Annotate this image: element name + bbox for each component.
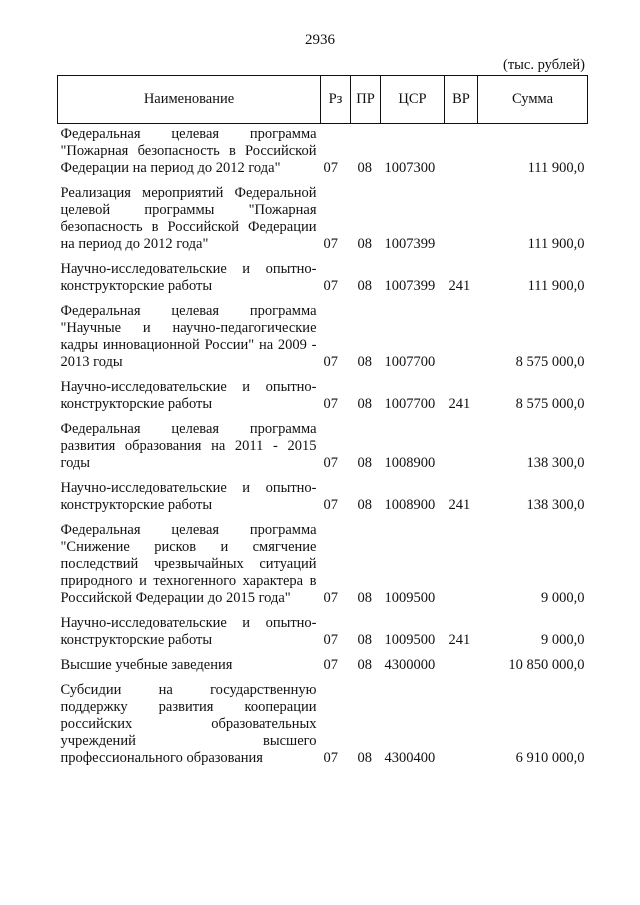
row-sum: 111 900,0: [527, 278, 585, 294]
row-rz: 07: [323, 236, 338, 252]
table-row: [58, 653, 588, 678]
row-name: Реализация мероприятий Федеральной целевой программы "Пожарная безопасность в Российской Федерации на период до 2012 года": [60, 185, 317, 252]
units-label: (тыс. рублей): [503, 57, 585, 73]
row-rz: 07: [323, 632, 338, 648]
header-name: Наименование: [58, 76, 321, 124]
row-vr: [445, 124, 478, 182]
table-header-row: [58, 76, 588, 124]
row-vr: 241: [448, 632, 471, 648]
row-vr: [445, 678, 478, 771]
header-rz: Рз: [321, 76, 351, 124]
row-name: Высшие учебные заведения: [60, 657, 233, 673]
row-vr: 241: [448, 396, 471, 412]
row-pr: 08: [357, 455, 372, 471]
row-csr: 1009500: [384, 590, 436, 606]
row-vr: 241: [448, 278, 471, 294]
row-pr: 08: [357, 236, 372, 252]
row-rz: 07: [323, 354, 338, 370]
row-name: Федеральная целевая программа развития образования на 2011 - 2015 годы: [60, 421, 317, 471]
row-sum: 9 000,0: [541, 632, 585, 648]
row-sum: 138 300,0: [526, 455, 585, 471]
row-rz: 07: [323, 396, 338, 412]
row-csr: 4300000: [384, 657, 436, 673]
row-rz: 07: [323, 497, 338, 513]
row-pr: 08: [357, 354, 372, 370]
row-rz: 07: [323, 590, 338, 606]
row-csr: 1007399: [384, 278, 436, 294]
row-rz: 07: [323, 657, 338, 673]
row-pr: 08: [357, 657, 372, 673]
table-row: [58, 375, 588, 417]
row-csr: 1008900: [384, 497, 436, 513]
row-csr: 1007399: [384, 236, 436, 252]
table-row: [58, 678, 588, 771]
row-vr: [445, 518, 478, 611]
table-row: [58, 611, 588, 653]
header-sum: Сумма: [478, 76, 588, 124]
row-pr: 08: [357, 750, 372, 766]
row-rz: 07: [323, 455, 338, 471]
row-csr: 4300400: [384, 750, 436, 766]
row-csr: 1009500: [384, 632, 436, 648]
row-vr: [445, 417, 478, 476]
row-sum: 8 575 000,0: [515, 354, 585, 370]
row-sum: 138 300,0: [526, 497, 585, 513]
row-name: Научно-исследовательские и опытно-конструкторские работы: [60, 480, 317, 513]
row-name: Научно-исследовательские и опытно-конструкторские работы: [60, 261, 317, 294]
row-pr: 08: [357, 396, 372, 412]
row-rz: 07: [323, 278, 338, 294]
budget-table: [57, 75, 588, 771]
row-sum: 8 575 000,0: [515, 396, 585, 412]
row-sum: 111 900,0: [527, 160, 585, 176]
row-csr: 1007700: [384, 396, 436, 412]
header-pr: ПР: [351, 76, 381, 124]
row-pr: 08: [357, 278, 372, 294]
row-name: Федеральная целевая программа "Пожарная безопасность в Российской Федерации на период до 2012 года": [60, 126, 317, 176]
row-name: Научно-исследовательские и опытно-конструкторские работы: [60, 615, 317, 648]
row-vr: [445, 299, 478, 375]
table-row: [58, 124, 588, 182]
header-csr: ЦСР: [381, 76, 445, 124]
row-rz: 07: [323, 750, 338, 766]
row-vr: [445, 181, 478, 257]
page-number: 2936: [305, 32, 335, 48]
row-pr: 08: [357, 497, 372, 513]
table-row: [58, 476, 588, 518]
row-vr: 241: [448, 497, 471, 513]
row-csr: 1008900: [384, 455, 436, 471]
row-sum: 111 900,0: [527, 236, 585, 252]
row-name: Федеральная целевая программа "Научные и научно-педагогические кадры инновационной России" на 2009 - 2013 годы: [60, 303, 317, 370]
row-sum: 10 850 000,0: [508, 657, 585, 673]
row-vr: [445, 653, 478, 678]
row-csr: 1007700: [384, 354, 436, 370]
row-pr: 08: [357, 590, 372, 606]
row-sum: 6 910 000,0: [515, 750, 585, 766]
table-row: [58, 417, 588, 476]
header-vr: ВР: [445, 76, 478, 124]
table-row: [58, 181, 588, 257]
table-row: [58, 299, 588, 375]
row-name: Федеральная целевая программа "Снижение рисков и смягчение последствий чрезвычайных ситуаций природного и техногенного характера в Российской Федерации до 2015 года": [60, 522, 317, 606]
row-name: Научно-исследовательские и опытно-конструкторские работы: [60, 379, 317, 412]
table-row: [58, 518, 588, 611]
row-pr: 08: [357, 160, 372, 176]
row-name: Субсидии на государственную поддержку развития кооперации российских образовательных учреждений высшего профессионального образования: [60, 682, 317, 766]
row-sum: 9 000,0: [541, 590, 585, 606]
row-rz: 07: [323, 160, 338, 176]
row-pr: 08: [357, 632, 372, 648]
row-csr: 1007300: [384, 160, 436, 176]
table-row: [58, 257, 588, 299]
